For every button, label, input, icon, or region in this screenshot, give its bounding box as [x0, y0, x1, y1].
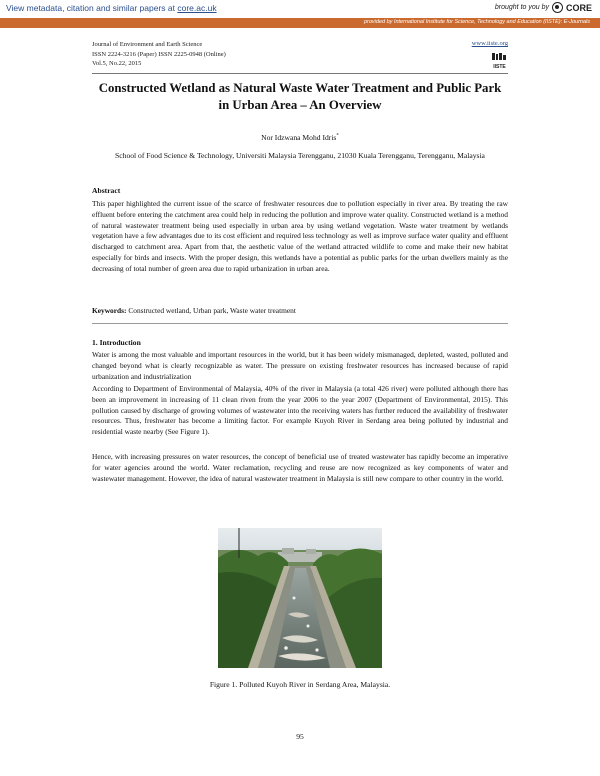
core-brought-by[interactable]: [495, 2, 592, 13]
page-number: 95: [296, 732, 304, 741]
core-metadata-text: [6, 3, 217, 13]
intro-paragraph-1: Water is among the most valuable and important resources in the world, but it has been widely mismanaged, depleted, wasted, polluted and changed beyond what is clearly recognizable as water. The pressure on existing freshwater resources has increased because of rapid urbanization and industrialization: [92, 350, 508, 381]
brought-by-label: brought to you by: [494, 4, 549, 11]
core-metadata-label: View metadata, citation and similar papers at: [6, 3, 178, 13]
author-affiliation: School of Food Science & Technology, Universiti Malaysia Terengganu, 21030 Kuala Terengganu, Terengganu, Malaysia: [115, 151, 485, 160]
core-link[interactable]: core.ac.uk: [177, 3, 217, 13]
abstract-text: This paper highlighted the current issue of the scarce of freshwater resources due to pollution especially in river area. By treating the raw effluent before entering the catchment area could help in reducing the pollution and improve water quality. Constructed wetland is a method of natural wastewater treatment being used especially in urban area by using wetland vegetation. Waste water treatment by wetlands vegetation have a few advantages due to its cost efficient and required less technology as well as improve surface water quality and effluent discharged to catchment area. Apart from that, the aesthetic value of the wetland attracted wildlife to come and make their new habitat especially for birds and insects. With the proper design, this wetlands have a potential as public parks for the urban dwellers mainly as the decreasing of total number of green area due to rapid urbanization in urban area.: [92, 199, 508, 273]
journal-header: [92, 40, 226, 69]
river-photo: [218, 528, 382, 668]
abstract-heading: Abstract: [92, 186, 121, 195]
journal-website-link[interactable]: www.iiste.org: [471, 40, 508, 47]
introduction-heading: 1. Introduction: [92, 338, 141, 347]
intro-paragraph-2: According to Department of Environmental of Malaysia, 40% of the river in Malaysia (a total 426 river) were polluted although there has been an improvement in increasing of 11 clean riven from the year 2006 to the year 2007 (Department of Environmental, 2015). This pollution caused by discharge of growing volumes of wastewater into the receiving waters has further reduced the availability of freshwater resources. Thus, freshwater has become a limiting factor. For example Kuyoh River in Serdang area being polluted by industrial and residential waste nearby (See Figure 1).: [92, 384, 508, 437]
section-divider: [92, 323, 508, 324]
provided-by-bar: [0, 18, 600, 28]
journal-name: Journal of Environment and Earth Science: [92, 41, 203, 48]
iiste-logo-icon: [491, 52, 508, 70]
journal-issn: ISSN 2224-3216 (Paper) ISSN 2225-0948 (Online): [92, 50, 226, 58]
figure-caption: Figure 1. Polluted Kuyoh River in Serdang Area, Malaysia.: [209, 680, 391, 689]
intro-paragraph-3: Hence, with increasing pressures on water resources, the concept of beneficial use of treated wastewater has rapidly become an imperative for water agencies around the world. Water reclamation, recycling and reuse are now recognized as key components of water and wastewater management. However, the idea of natural wastewater treatment in Malaysia is still new compare to other country in the world.: [92, 452, 508, 483]
iiste-logo-text: IISTE: [493, 64, 506, 70]
keywords-label: Keywords:: [92, 306, 127, 315]
author-mark: *: [336, 133, 339, 139]
article-title: Constructed Wetland as Natural Waste Water Treatment and Public Park in Urban Area – An Overview: [98, 81, 502, 112]
keywords-list: Constructed wetland, Urban park, Waste water treatment: [126, 306, 296, 315]
author-name: Nor Idzwana Mohd Idris: [261, 133, 337, 142]
keywords: [92, 306, 508, 315]
journal-volume: Vol.5, No.22, 2015: [92, 60, 142, 67]
header-divider: [92, 73, 508, 74]
provided-by-text[interactable]: provided by International Institute for Science, Technology and Education (IISTE): E-Journals: [363, 19, 590, 25]
core-logo-text: CORE: [565, 2, 592, 13]
article-author: [92, 133, 508, 142]
core-banner: [0, 0, 600, 18]
core-logo-icon: [552, 2, 563, 13]
